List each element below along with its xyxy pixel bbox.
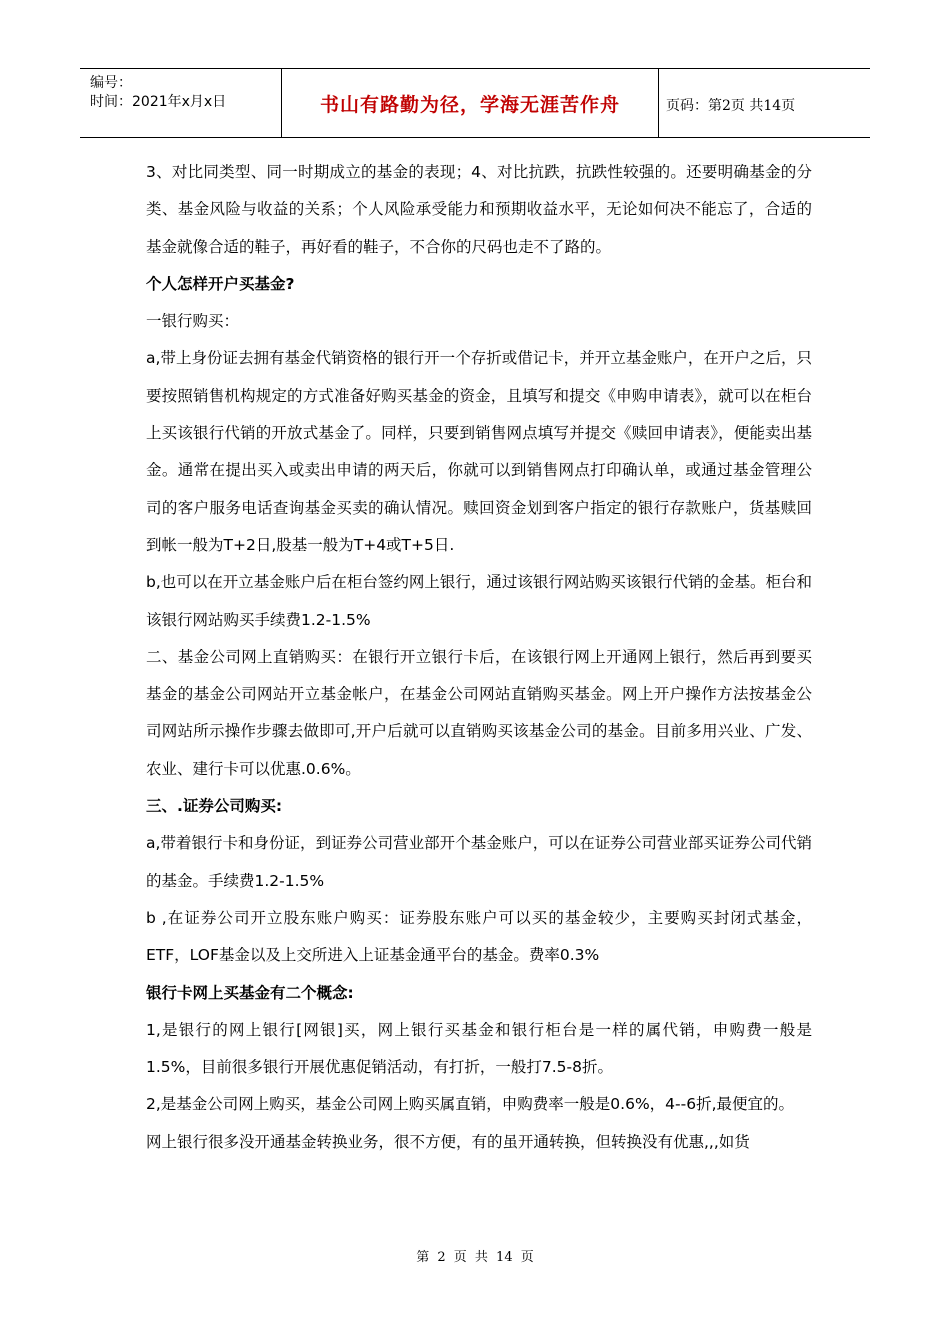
body-paragraph: 2,是基金公司网上购买，基金公司网上购买属直销，申购费率一般是0.6%，4--6折,最便宜的。 bbox=[146, 1095, 795, 1114]
section-heading: 银行卡网上买基金有二个概念: bbox=[146, 983, 354, 1002]
body-paragraph: 1,是银行的网上银行[网银]买，网上银行买基金和银行柜台是一样的属代销，申购费一般是1.5%，目前很多银行开展优惠促销活动，有打折，一般打7.5-8折。 bbox=[146, 1020, 812, 1077]
header-table bbox=[80, 68, 870, 138]
body-paragraph: 一银行购买： bbox=[146, 312, 240, 331]
page-footer: 第 2 页 共 14 页 bbox=[416, 1250, 534, 1265]
document-body bbox=[146, 154, 812, 1161]
date-label: 时间：2021年x月x日 bbox=[90, 94, 227, 110]
body-paragraph: a,带上身份证去拥有基金代销资格的银行开一个存折或借记卡，并开立基金账户，在开户之后，只要按照销售机构规定的方式准备好购买基金的资金，且填写和提交《申购申请表》，就可以在柜台上买该银行代销的开放式基金了。同样，只要到销售网点填写并提交《赎回申请表》，便能卖出基金。通常在提出买入或卖出申请的两天后，你就可以到销售网点打印确认单，或通过基金管理公司的客户服务电话查询基金买卖的确认情况。赎回资金划到客户指定的银行存款账户，货基赎回到帐一般为T+2日,股基一般为T+4或T+5日. bbox=[146, 349, 812, 554]
header-motto-cell bbox=[282, 69, 659, 137]
body-paragraph: b,也可以在开立基金账户后在柜台签约网上银行，通过该银行网站购买该银行代销的金基。柜台和该银行网站购买手续费1.2-1.5% bbox=[146, 573, 812, 629]
section-heading: 个人怎样开户买基金? bbox=[146, 274, 295, 293]
number-label: 编号： bbox=[90, 75, 132, 91]
header-left-cell bbox=[80, 69, 282, 137]
section-heading: 三、.证券公司购买: bbox=[146, 797, 283, 816]
body-paragraph: 二、基金公司网上直销购买：在银行开立银行卡后，在该银行网上开通网上银行，然后再到要买基金的基金公司网站开立基金帐户，在基金公司网站直销购买基金。网上开户操作方法按基金公司网站所示操作步骤去做即可,开户后就可以直销购买该基金公司的基金。目前多用兴业、广发、农业、建行卡可以优惠.0.6%。 bbox=[146, 647, 812, 778]
body-paragraph: a,带着银行卡和身份证，到证券公司营业部开个基金账户，可以在证券公司营业部买证券公司代销的基金。手续费1.2-1.5% bbox=[146, 834, 812, 890]
page-info: 页码：第2页 共14页 bbox=[666, 98, 796, 114]
body-paragraph: 网上银行很多没开通基金转换业务，很不方便，有的虽开通转换，但转换没有优惠,,,如货 bbox=[146, 1132, 750, 1151]
body-paragraph: 3、对比同类型、同一时期成立的基金的表现；4、对比抗跌，抗跌性较强的。还要明确基金的分类、基金风险与收益的关系；个人风险承受能力和预期收益水平，无论如何决不能忘了，合适的基金就像合适的鞋子，再好看的鞋子，不合你的尺码也走不了路的。 bbox=[146, 163, 812, 256]
motto-text: 书山有路勤为径，学海无涯苦作舟 bbox=[319, 93, 620, 116]
body-paragraph: b ,在证券公司开立股东账户购买：证券股东账户可以买的基金较少，主要购买封闭式基金，ETF，LOF基金以及上交所进入上证基金通平台的基金。费率0.3% bbox=[146, 908, 812, 965]
